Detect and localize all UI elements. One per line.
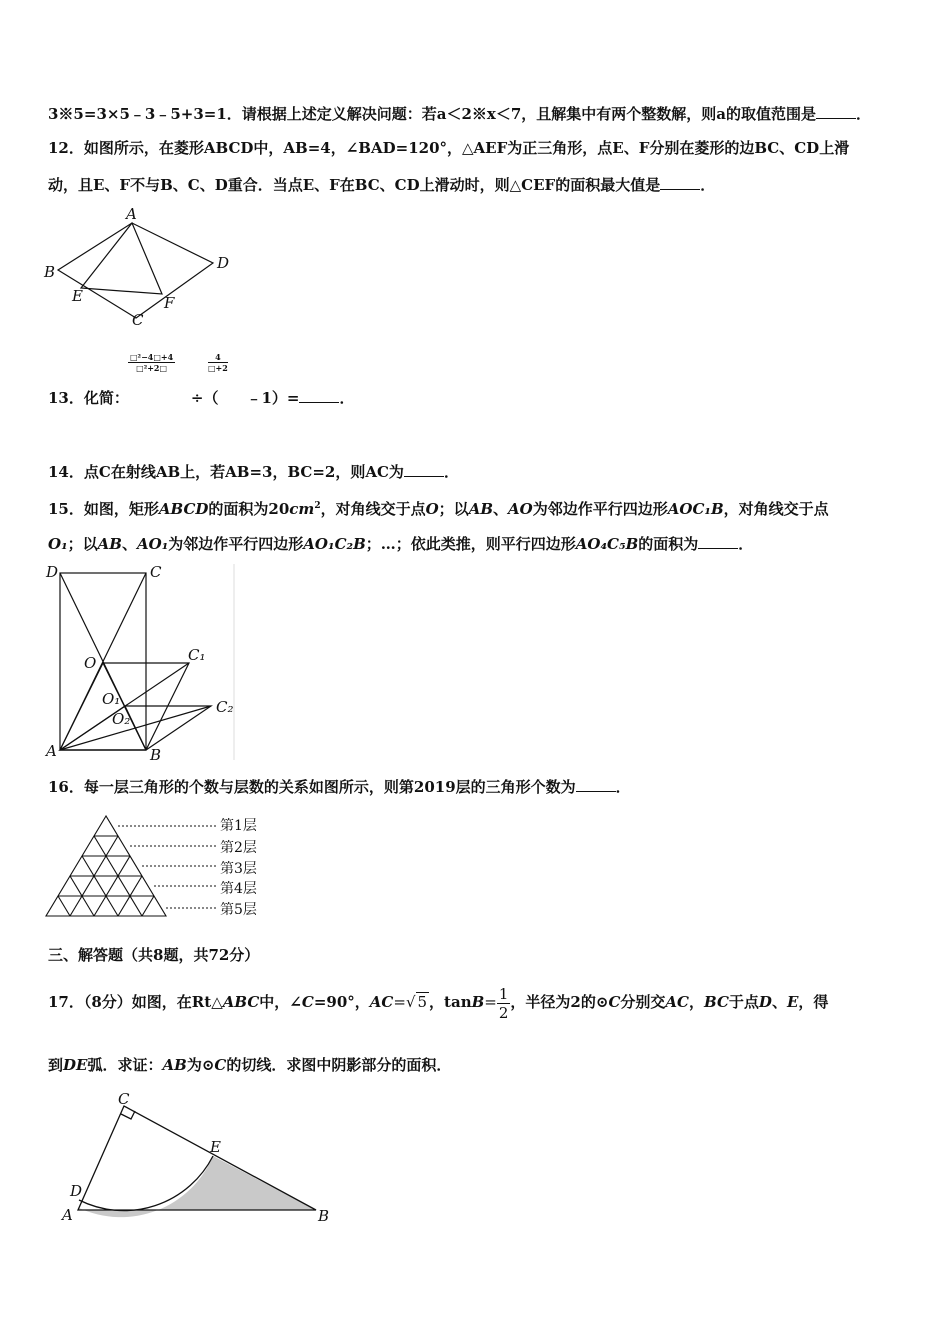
section-heading: 三、解答题（共8题，共72分） bbox=[48, 946, 260, 964]
q11-tail: 3※5=3×5﹣3﹣5+3=1．请根据上述定义解决问题：若a＜2※x＜7，且解集中有两个整数解，则a的取值范围是 ． bbox=[48, 105, 872, 123]
label-f: F bbox=[164, 294, 175, 312]
rectangle-figure bbox=[38, 560, 243, 765]
fraction-one-half: $\frac{1}{2}$ bbox=[498, 984, 509, 1022]
layer-label-2: 第2层 bbox=[220, 840, 257, 856]
label-c2: C₂ bbox=[216, 698, 234, 716]
answer-blank[interactable] bbox=[698, 534, 738, 549]
layer-label-3: 第3层 bbox=[220, 861, 257, 877]
q17-line1: 17．（8分）如图，在Rt△ABC中，∠C=90°，AC=√ 5 ，tanB= $\frac{1}{2}$ ，半径为2的⊙C分别交AC，BC于点D、E，得 bbox=[48, 984, 829, 1022]
layer-label-4: 第4层 bbox=[220, 881, 257, 897]
answer-blank[interactable] bbox=[660, 175, 700, 190]
triangle-abc-figure bbox=[58, 1090, 338, 1225]
label-c: C bbox=[132, 311, 144, 329]
answer-blank[interactable] bbox=[404, 462, 444, 477]
q15-line2: O₁；以AB、AO₁为邻边作平行四边形AO₁C₂B；…；依此类推，则平行四边形AO₄C₅B的面积为 ． bbox=[48, 535, 754, 553]
answer-blank[interactable] bbox=[299, 388, 339, 403]
label-o: O bbox=[84, 654, 97, 672]
q14-line: 14．点C在射线AB上，若AB=3，BC=2，则AC为 ． bbox=[48, 463, 459, 481]
label-a: A bbox=[46, 742, 57, 760]
label-d: D bbox=[70, 1182, 83, 1200]
fraction-image-1: $\frac{\text{□²−4□+4}}{\text{□²+2□}}$ bbox=[130, 352, 174, 373]
label-c: C bbox=[118, 1090, 130, 1108]
label-o1: O₁ bbox=[102, 690, 121, 708]
layer-label-1: 第1层 bbox=[220, 818, 257, 834]
right-angle-mark bbox=[121, 1111, 135, 1119]
q12-line2: 动，且E、F不与B、C、D重合．当点E、F在BC、CD上滑动时，则△CEF的面积最大值是 ． bbox=[48, 176, 716, 194]
q17-line2: 到DE弧．求证：AB为⊙C的切线．求图中阴影部分的面积． bbox=[48, 1056, 452, 1074]
label-d: D bbox=[46, 563, 59, 581]
answer-blank[interactable] bbox=[816, 104, 856, 119]
label-d: D bbox=[217, 254, 230, 272]
label-b: B bbox=[150, 746, 162, 764]
label-b: B bbox=[318, 1207, 330, 1225]
label-e: E bbox=[72, 287, 83, 305]
layer-label-5: 第5层 bbox=[220, 902, 257, 918]
label-a: A bbox=[126, 205, 137, 223]
q15-line1: 15．如图，矩形ABCD的面积为$20cm^2$，对角线交于点O；以AB、AO为邻边作平行四边形AOC₁B，对角线交于点 bbox=[48, 500, 829, 518]
label-c1: C₁ bbox=[188, 646, 206, 664]
label-e: E bbox=[210, 1138, 221, 1156]
shaded-region bbox=[78, 1156, 316, 1217]
triangle-layers-figure bbox=[40, 808, 280, 923]
answer-blank[interactable] bbox=[576, 777, 616, 792]
label-a: A bbox=[62, 1206, 73, 1224]
rhombus-figure bbox=[40, 204, 240, 329]
q13-line: 13．化简： ÷（ ﹣1）= ． bbox=[48, 389, 355, 407]
label-c: C bbox=[150, 563, 162, 581]
q12-line1: 12．如图所示，在菱形ABCD中，AB=4，∠BAD=120°，△AEF为正三角形，点E、F分别在菱形的边BC、CD上滑 bbox=[48, 139, 850, 157]
label-b: B bbox=[44, 263, 56, 281]
triangle-aef bbox=[81, 223, 162, 294]
fraction-image-2: $\frac{4}{□+2}$ bbox=[208, 352, 228, 373]
label-o2: O₂ bbox=[112, 710, 131, 728]
q16-line: 16．每一层三角形的个数与层数的关系如图所示，则第2019层的三角形个数为 ． bbox=[48, 778, 631, 796]
